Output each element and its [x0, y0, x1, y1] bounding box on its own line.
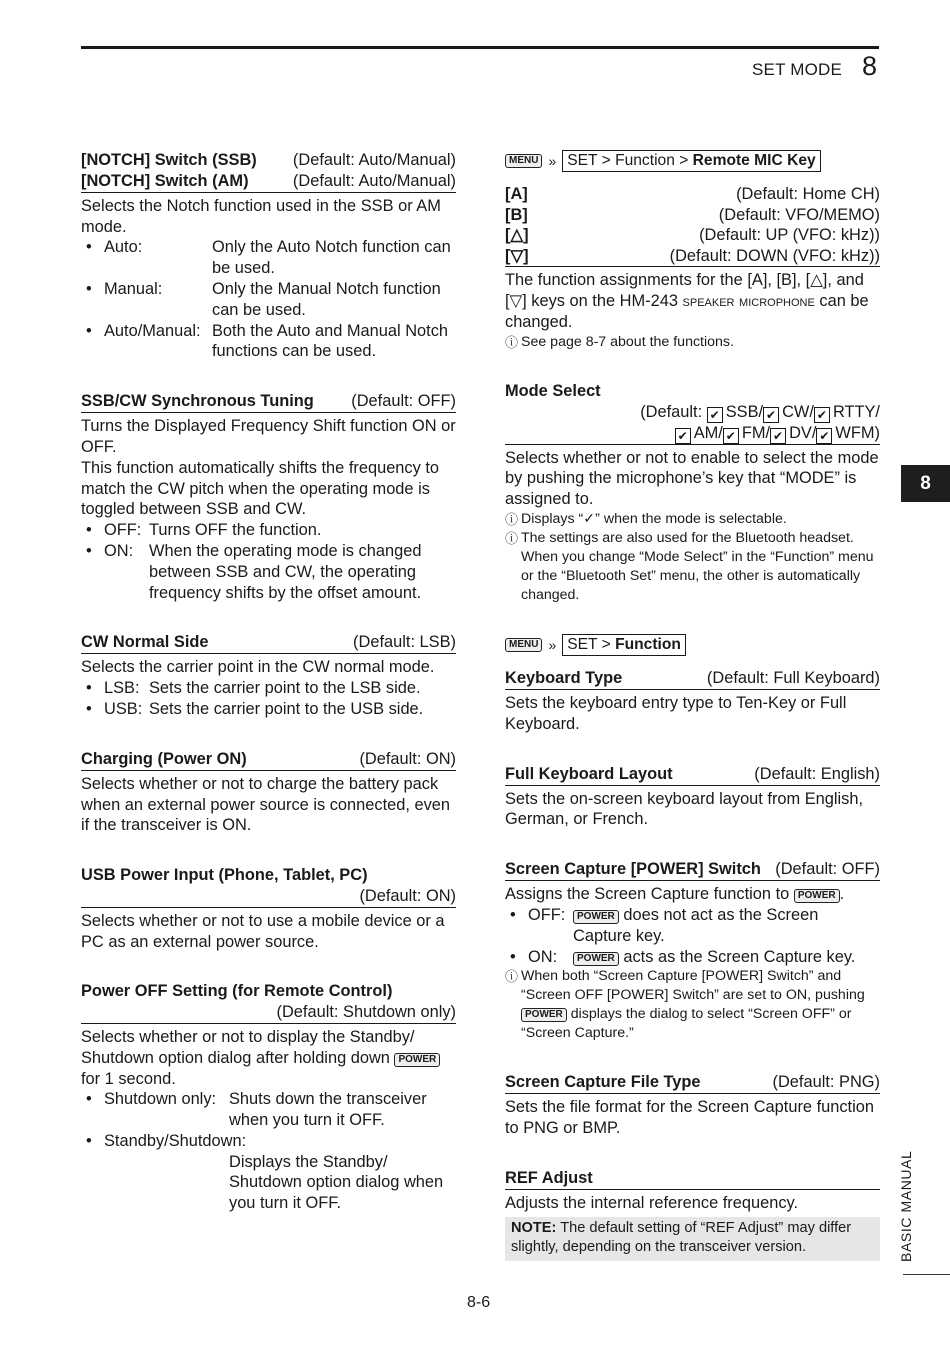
capture-switch-description: Assigns the Screen Capture function to POWER . [505, 885, 845, 904]
mode-select-default-line1: (Default: ✔ SSB/ ✔ CW/ ✔ RTTY/ [640, 402, 880, 422]
power-off-default: (Default: Shutdown only) [276, 1003, 456, 1022]
info-icon: ⓘ [505, 969, 519, 985]
right-column [505, 150, 880, 1279]
charging-description: Selects whether or not to charge the battery pack when an external power source is connected, even if the transceiver is ON. [81, 774, 451, 835]
usb-power-description: Selects whether or not to use a mobile device or a PC as an external power source. [81, 911, 445, 951]
capture-switch-default: (Default: OFF) [775, 860, 880, 879]
list-item: • ON: POWER acts as the Screen Capture key. [510, 947, 856, 966]
page-number: 8-6 [467, 1294, 491, 1311]
info-note: ⓘ When both “Screen Capture [POWER] Switch” and “Screen OFF [POWER] Switch” are set to ON, pushing POWER displays the dialog to select “Screen OFF” or “Screen Capture.” [505, 968, 865, 1042]
side-rule [903, 1274, 950, 1275]
list-item: • Shutdown only: Shuts down the transceiver when you turn it OFF. [86, 1090, 427, 1130]
sync-tuning-description: Turns the Displayed Frequency Shift function ON or OFF. [81, 417, 456, 456]
notch-am-default: (Default: Auto/Manual) [292, 171, 456, 190]
side-label: BASIC MANUAL [898, 1150, 914, 1262]
cw-normal-side-default: (Default: LSB) [353, 633, 456, 652]
capture-type-description: Sets the file format for the Screen Capture function to PNG or BMP. [505, 1098, 874, 1138]
usb-power-section [81, 865, 456, 952]
keyboard-type-section [505, 668, 880, 735]
charging-title: Charging (Power ON) [81, 749, 247, 768]
key-row: [B] (Default: VFO/MEMO) [505, 205, 880, 224]
info-icon: ⓘ [505, 334, 519, 350]
charging-section [81, 749, 456, 836]
cw-normal-side-title: CW Normal Side [81, 633, 209, 652]
list-item: • Manual: Only the Manual Notch function can be used. [86, 279, 441, 319]
checkbox-icon: ✔ [675, 428, 691, 444]
power-off-section [81, 981, 456, 1214]
menu-path-remote-mic [505, 150, 880, 172]
capture-switch-title: Screen Capture [POWER] Switch [505, 860, 761, 879]
header-mode-label: SET MODE [752, 60, 843, 79]
capture-type-title: Screen Capture File Type [505, 1073, 701, 1092]
chapter-tab[interactable] [901, 465, 950, 502]
info-icon: ⓘ [505, 530, 519, 546]
keyboard-layout-description: Sets the on-screen keyboard layout from English, German, or French. [505, 789, 864, 829]
usb-power-default: (Default: ON) [359, 886, 456, 905]
header-chapter-number: 8 [862, 51, 878, 81]
ref-adjust-section [505, 1168, 880, 1261]
sync-tuning-default: (Default: OFF) [351, 392, 456, 411]
chevron-icon: » [548, 636, 557, 653]
power-key-icon: POWER [573, 910, 619, 924]
power-key-icon: POWER [794, 889, 840, 903]
checkbox-icon: ✔ [814, 407, 830, 423]
notch-description: Selects the Notch function used in the SSB or AM mode. [81, 196, 441, 236]
keyboard-layout-section [505, 764, 880, 831]
menu-path-box: SET > Function [562, 634, 686, 656]
notch-section [81, 150, 456, 362]
list-item: • Auto/Manual: Both the Auto and Manual Notch functions can be used. [86, 321, 449, 361]
checkbox-icon: ✔ [770, 428, 786, 444]
capture-type-default: (Default: PNG) [772, 1073, 880, 1092]
key-row: [▽] (Default: DOWN (VFO: kHz)) [505, 246, 880, 265]
ref-adjust-description: Adjusts the internal reference frequency. [505, 1193, 799, 1212]
list-item: • OFF: POWER does not act as the Screen Capture key. [510, 905, 819, 945]
checkbox-icon: ✔ [707, 407, 723, 423]
keyboard-type-title: Keyboard Type [505, 668, 623, 687]
left-column [81, 150, 456, 1243]
sync-tuning-title: SSB/CW Synchronous Tuning [81, 392, 314, 411]
list-item: • ON: When the operating mode is changed between SSB and CW, the operating frequency shifts by the offset amount. [86, 541, 422, 602]
capture-type-section [505, 1072, 880, 1139]
list-item: • OFF: Turns OFF the function. [86, 521, 322, 540]
list-item: • USB: Sets the carrier point to the USB side. [86, 699, 424, 718]
notch-ssb-title: [NOTCH] Switch (SSB) [81, 151, 257, 169]
list-item-continuation: Displays the Standby/ Shutdown option dialog when you turn it OFF. [229, 1152, 444, 1213]
power-key-icon: POWER [573, 952, 619, 966]
power-off-title: Power OFF Setting (for Remote Control) [81, 982, 393, 1001]
info-note: ⓘ Displays “✓” when the mode is selectable. [505, 510, 787, 527]
mode-select-title: Mode Select [505, 381, 601, 400]
charging-default: (Default: ON) [359, 749, 456, 768]
chapter-tab-number: 8 [920, 472, 931, 494]
menu-key-icon: MENU [505, 638, 542, 652]
top-rule [81, 46, 879, 49]
menu-key-icon: MENU [505, 154, 542, 168]
power-key-icon: POWER [394, 1053, 440, 1067]
sync-tuning-section [81, 391, 456, 603]
checkbox-icon: ✔ [723, 428, 739, 444]
key-row: [A] (Default: Home CH) [505, 185, 880, 203]
key-row: [△] (Default: UP (VFO: kHz)) [505, 226, 880, 245]
ref-adjust-note: NOTE: The default setting of “REF Adjust” may differ slightly, depending on the transceiver version. [505, 1217, 880, 1261]
checkbox-icon: ✔ [763, 407, 779, 423]
power-key-icon: POWER [521, 1008, 567, 1022]
cw-normal-side-description: Selects the carrier point in the CW normal mode. [81, 658, 435, 677]
ref-adjust-title: REF Adjust [505, 1168, 593, 1187]
info-icon: ⓘ [505, 511, 519, 527]
mode-select-description: Selects whether or not to enable to select the mode by pushing the microphone’s key that “MODE” is assigned to. [505, 448, 879, 509]
keyboard-type-default: (Default: Full Keyboard) [706, 668, 880, 687]
menu-path-box: SET > Function > Remote MIC Key [562, 150, 820, 172]
list-item: • LSB: Sets the carrier point to the LSB side. [86, 679, 421, 698]
mode-select-default-line2: ✔ AM/ ✔ FM/ ✔ DV/ ✔ WFM) [505, 423, 880, 444]
sync-tuning-description-2: This function automatically shifts the frequency to match the CW pitch when the operating mode is toggled between SSB and CW. [81, 458, 440, 519]
chevron-icon: » [548, 152, 557, 169]
info-note: ⓘ See page 8-7 about the functions. [505, 333, 734, 350]
list-item: • Auto: Only the Auto Notch function can be used. [86, 238, 451, 278]
checkbox-icon: ✔ [816, 428, 832, 444]
keyboard-type-description: Sets the keyboard entry type to Ten-Key or Full Keyboard. [505, 693, 847, 733]
cw-normal-side-section [81, 632, 456, 719]
notch-am-title: [NOTCH] Switch (AM) [81, 171, 249, 190]
keyboard-layout-title: Full Keyboard Layout [505, 764, 673, 783]
info-note: ⓘ The settings are also used for the Bluetooth headset. When you change “Mode Select” in the “Function” menu or the “Bluetooth Set” menu, the other is automatically changed. [505, 529, 874, 603]
usb-power-title: USB Power Input (Phone, Tablet, PC) [81, 866, 368, 885]
list-item: • Standby/Shutdown: [86, 1131, 247, 1150]
capture-switch-section [505, 859, 880, 1043]
notch-ssb-default: (Default: Auto/Manual) [292, 151, 456, 169]
remote-mic-keys-section [505, 184, 880, 352]
menu-path-function [505, 634, 880, 656]
mode-select-section [505, 381, 880, 605]
keyboard-layout-default: (Default: English) [754, 764, 880, 783]
power-off-description: Selects whether or not to display the Standby/ Shutdown option dialog after holding down POWER for 1 second. [81, 1027, 456, 1089]
keys-description: The function assignments for the [A], [B], [△], and [▽] keys on the HM-243 speaker microphone can be changed. [505, 271, 869, 331]
